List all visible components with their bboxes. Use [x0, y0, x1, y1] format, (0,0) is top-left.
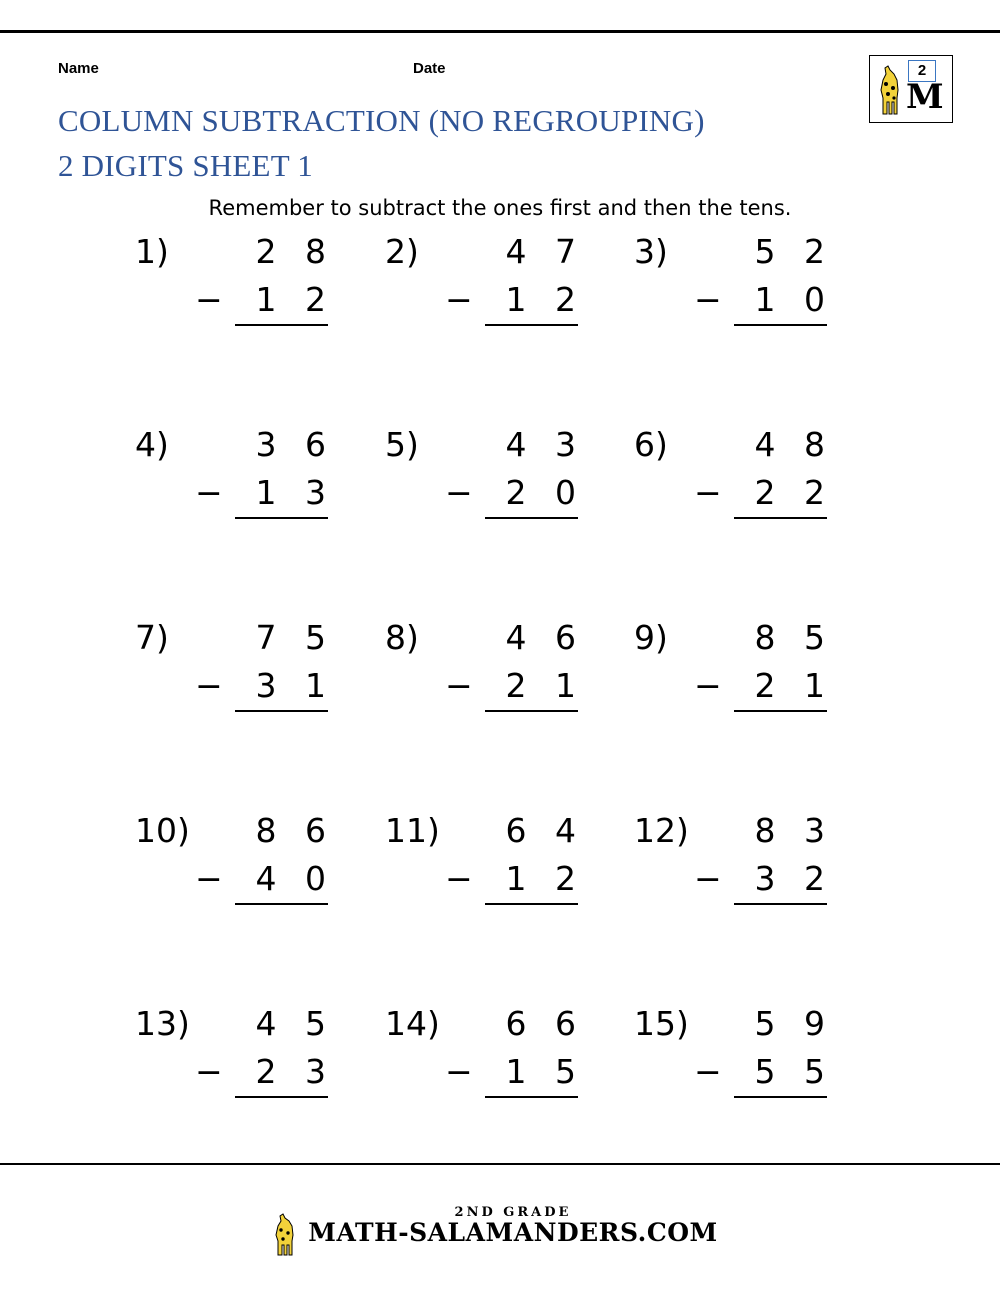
problem-number: 9): [634, 618, 668, 657]
subtrahend: 5 5: [754, 1052, 834, 1091]
answer-line: [235, 710, 328, 712]
problem-item: [634, 618, 884, 738]
subtrahend: 1 5: [505, 1052, 585, 1091]
problem-item: [135, 1004, 385, 1124]
answer-line: [485, 324, 578, 326]
problem-number: 1): [135, 232, 169, 271]
minuend: 4 5: [255, 1004, 335, 1043]
problem-number: 6): [634, 425, 668, 464]
problem-number: 14): [385, 1004, 440, 1043]
date-label: Date: [413, 60, 446, 77]
footer-divider: [0, 1163, 1000, 1165]
grade-number: 2: [908, 60, 936, 82]
minuend: 4 8: [754, 425, 834, 464]
answer-line: [485, 710, 578, 712]
problem-number: 13): [135, 1004, 190, 1043]
problem-row: [0, 232, 1000, 425]
minuend: 6 6: [505, 1004, 585, 1043]
instruction-text: Remember to subtract the ones first and then the tens.: [208, 196, 792, 220]
subtrahend: 1 0: [754, 280, 834, 319]
minuend: 8 5: [754, 618, 834, 657]
problem-item: [634, 232, 884, 352]
answer-line: [734, 324, 827, 326]
problem-number: 3): [634, 232, 668, 271]
answer-line: [734, 903, 827, 905]
subtrahend: 2 0: [505, 473, 585, 512]
subtrahend: 2 1: [754, 666, 834, 705]
minus-sign: −: [195, 1052, 223, 1091]
problem-number: 8): [385, 618, 419, 657]
minuend: 2 8: [255, 232, 335, 271]
minus-sign: −: [694, 859, 722, 898]
problem-item: [385, 811, 635, 931]
page-subtitle: 2 DIGITS SHEET 1: [58, 148, 313, 183]
subtrahend: 1 2: [255, 280, 335, 319]
problem-item: [634, 811, 884, 931]
footer: [0, 1205, 1000, 1265]
subtrahend: 2 2: [754, 473, 834, 512]
footer-grade: 2ND GRADE: [454, 1205, 572, 1220]
giraffe-icon: [877, 64, 903, 116]
problem-item: [135, 425, 385, 545]
subtrahend: 3 1: [255, 666, 335, 705]
header-divider: [0, 30, 1000, 33]
footer-site: MATH-SALAMANDERS.COM: [308, 1218, 718, 1247]
answer-line: [485, 517, 578, 519]
problem-number: 10): [135, 811, 190, 850]
subtrahend: 2 3: [255, 1052, 335, 1091]
problem-row: [0, 811, 1000, 1004]
subtrahend: 2 1: [505, 666, 585, 705]
problem-number: 15): [634, 1004, 689, 1043]
problem-item: [634, 425, 884, 545]
answer-line: [734, 1096, 827, 1098]
problem-row: [0, 618, 1000, 811]
answer-line: [734, 710, 827, 712]
logo-letter: M: [906, 77, 944, 117]
answer-line: [485, 903, 578, 905]
giraffe-icon: [272, 1213, 298, 1257]
problem-item: [385, 232, 635, 352]
minus-sign: −: [195, 859, 223, 898]
problem-row: [0, 1004, 1000, 1197]
answer-line: [235, 517, 328, 519]
problem-item: [634, 1004, 884, 1124]
minuend: 4 6: [505, 618, 585, 657]
minuend: 5 9: [754, 1004, 834, 1043]
answer-line: [235, 1096, 328, 1098]
minus-sign: −: [195, 280, 223, 319]
answer-line: [485, 1096, 578, 1098]
minus-sign: −: [195, 473, 223, 512]
subtrahend: 1 2: [505, 859, 585, 898]
minus-sign: −: [445, 280, 473, 319]
minuend: 4 7: [505, 232, 585, 271]
page-title: COLUMN SUBTRACTION (NO REGROUPING): [58, 103, 705, 138]
minus-sign: −: [694, 1052, 722, 1091]
minuend: 3 6: [255, 425, 335, 464]
problem-number: 7): [135, 618, 169, 657]
problem-number: 4): [135, 425, 169, 464]
problem-number: 5): [385, 425, 419, 464]
minus-sign: −: [445, 859, 473, 898]
minuend: 6 4: [505, 811, 585, 850]
problem-item: [135, 232, 385, 352]
answer-line: [734, 517, 827, 519]
minus-sign: −: [445, 666, 473, 705]
problem-number: 2): [385, 232, 419, 271]
grade-logo: [869, 55, 953, 123]
answer-line: [235, 324, 328, 326]
subtrahend: 3 2: [754, 859, 834, 898]
answer-line: [235, 903, 328, 905]
minuend: 8 3: [754, 811, 834, 850]
minus-sign: −: [694, 280, 722, 319]
footer-branding: [282, 1205, 717, 1265]
minus-sign: −: [195, 666, 223, 705]
subtrahend: 1 3: [255, 473, 335, 512]
minuend: 4 3: [505, 425, 585, 464]
minus-sign: −: [445, 1052, 473, 1091]
problem-item: [385, 618, 635, 738]
problem-row: [0, 425, 1000, 618]
subtrahend: 1 2: [505, 280, 585, 319]
problem-item: [385, 1004, 635, 1124]
subtrahend: 4 0: [255, 859, 335, 898]
minuend: 8 6: [255, 811, 335, 850]
minuend: 5 2: [754, 232, 834, 271]
problem-number: 12): [634, 811, 689, 850]
minuend: 7 5: [255, 618, 335, 657]
problems-grid: [0, 232, 1000, 1197]
name-label: Name: [58, 60, 99, 77]
problem-item: [135, 618, 385, 738]
problem-item: [385, 425, 635, 545]
problem-item: [135, 811, 385, 931]
minus-sign: −: [694, 473, 722, 512]
minus-sign: −: [694, 666, 722, 705]
minus-sign: −: [445, 473, 473, 512]
problem-number: 11): [385, 811, 440, 850]
